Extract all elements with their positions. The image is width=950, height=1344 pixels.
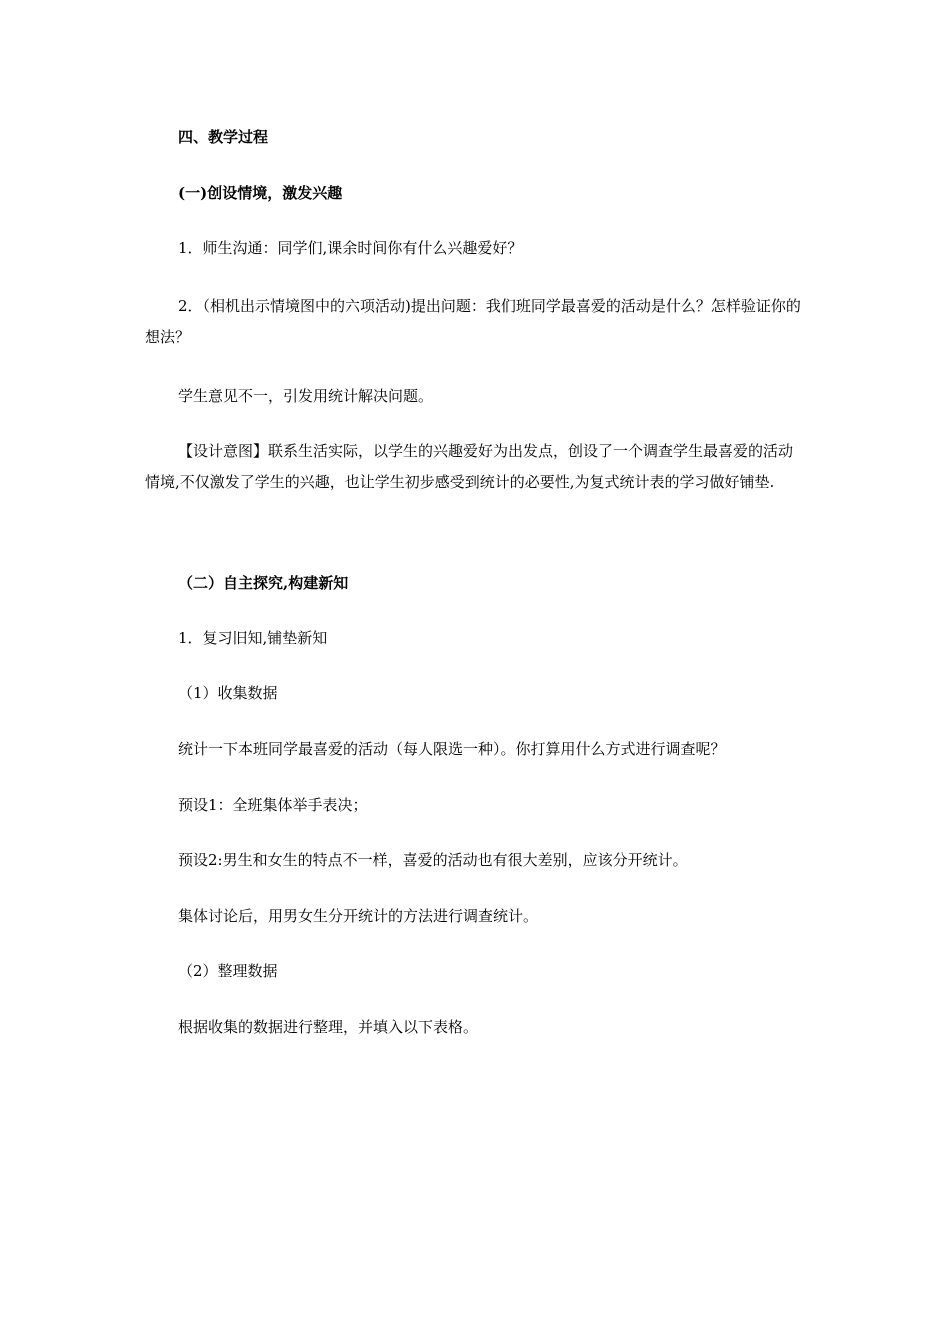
subsection-heading-2: （二）自主探究,构建新知: [178, 574, 349, 592]
paragraph-design-intent: 【设计意图】联系生活实际，以学生的兴趣爱好为出发点，创设了一个调查学生最喜爱的活动情境,不仅激发了学生的兴趣，也让学生初步感受到统计的必要性,为复式统计表的学习做好铺垫.: [145, 442, 794, 491]
paragraph-7: 统计一下本班同学最喜爱的活动（每人限选一种）。你打算用什么方式进行调查呢？: [178, 740, 726, 758]
paragraph-11: （2）整理数据: [178, 962, 278, 980]
subsection-heading-1: (一)创设情境，激发兴趣: [178, 184, 343, 202]
paragraph-2: 2．（相机出示情境图中的六项活动)提出问题：我们班同学最喜爱的活动是什么？怎样验证你的想法？: [145, 297, 801, 346]
paragraph-10: 集体讨论后，用男女生分开统计的方法进行调查统计。: [178, 907, 539, 925]
paragraph-8: 预设1：全班集体举手表决；: [178, 796, 368, 814]
paragraph-5: 1．复习旧知,铺垫新知: [178, 629, 328, 647]
paragraph-3: 学生意见不一，引发用统计解决问题。: [178, 387, 434, 405]
section-heading: 四、教学过程: [178, 128, 269, 146]
paragraph-6: （1）收集数据: [178, 684, 278, 702]
paragraph-12: 根据收集的数据进行整理，并填入以下表格。: [178, 1018, 479, 1036]
paragraph-9: 预设2:男生和女生的特点不一样，喜爱的活动也有很大差别，应该分开统计。: [178, 851, 688, 869]
paragraph-1: 1．师生沟通：同学们,课余时间你有什么兴趣爱好？: [178, 239, 523, 257]
